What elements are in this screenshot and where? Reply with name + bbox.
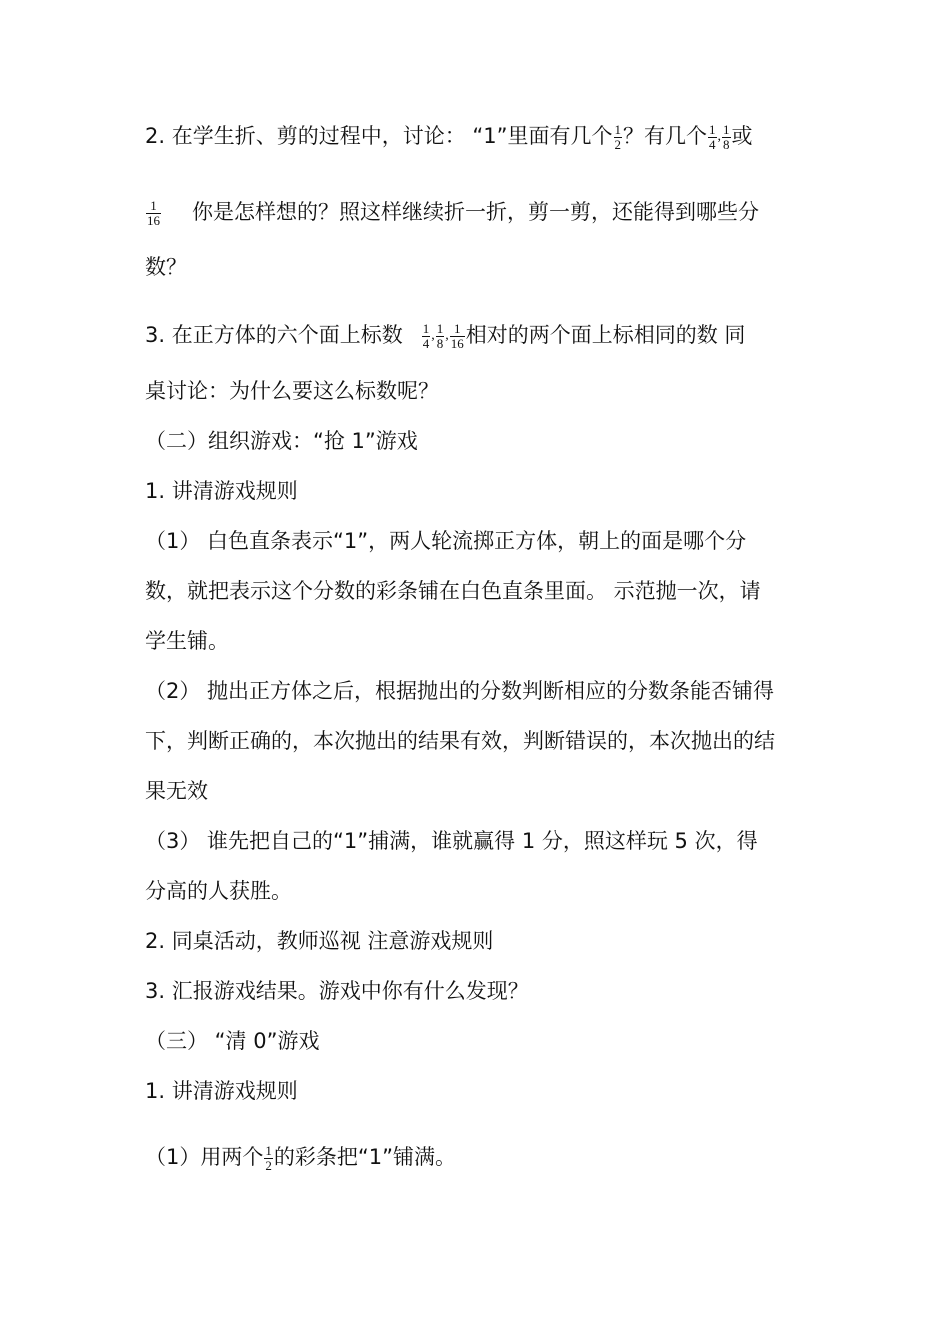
q3-text-b: 相对的两个面上标相同的数 同: [465, 323, 746, 347]
q2-line-3: [145, 252, 187, 282]
q2-text-c: 或: [731, 124, 753, 148]
rule-3-line-1: （3） 谁先把自己的“1”捕满，谁就赢得 1 分，照这样玩 5 次，得: [145, 829, 758, 853]
fraction-a: $\frac{1}{4}$: [422, 320, 430, 351]
last-text-a: （1）用两个: [145, 1145, 264, 1169]
rule-2-line-2: 下，判断正确的，本次抛出的结果有效，判断错误的，本次抛出的结: [145, 729, 775, 753]
q2-text-a: 2. 在学生折、剪的过程中，讨论： “1”里面有几个: [145, 124, 613, 148]
fraction-sixteenth: $\frac{1}{16}$: [147, 197, 160, 228]
rule-2-line-1: （2） 抛出正方体之后，根据抛出的分数判断相应的分数条能否铺得: [145, 679, 775, 703]
fraction-b: $\frac{1}{8}$: [436, 320, 444, 351]
last-rule-line: [145, 1142, 456, 1173]
q3-text-a: 3. 在正方体的六个面上标数: [145, 323, 403, 347]
rules-heading-2: 1. 讲清游戏规则: [145, 1079, 298, 1103]
fraction-quarter: $\frac{1}{4}$: [709, 121, 716, 152]
q2-line-2: [145, 197, 759, 228]
q2-text-b: ？有几个: [623, 124, 708, 148]
q2-text-e: 数？: [145, 255, 187, 279]
report-line: 3. 汇报游戏结果。游戏中你有什么发现？: [145, 979, 529, 1003]
q3-line-1: 3. 在正方体的六个面上标数 $\frac{1}{4}$ , $\frac{1}{8}$ , $\frac{1}{16}$ 相对的两个面上标相同的数 同: [145, 320, 746, 351]
rule-2-line-3: 果无效: [145, 779, 208, 803]
fraction-c: $\frac{1}{16}$: [450, 320, 464, 351]
activity-line: 2. 同桌活动，教师巡视 注意游戏规则: [145, 929, 494, 953]
q2-line-1: 2. 在学生折、剪的过程中，讨论： “1”里面有几个 $\frac{1}{2}$ ？有几个 $\frac{1}{4}$ , $\frac{1}{8}$ 或: [145, 121, 753, 152]
fraction-half-last: $\frac{1}{2}$: [265, 1142, 272, 1173]
rule-1-line-1: （1） 白色直条表示“1”，两人轮流掷正方体，朝上的面是哪个分: [145, 529, 747, 553]
rules-heading-1: 1. 讲清游戏规则: [145, 479, 298, 503]
rule-1-line-2: 数，就把表示这个分数的彩条铺在白色直条里面。 示范抛一次，请: [145, 579, 761, 603]
q2-text-d: 你是怎样想的？照这样继续折一折，剪一剪，还能得到哪些分: [192, 200, 759, 224]
fraction-half: $\frac{1}{2}$: [614, 121, 622, 152]
section-3-heading: （三） “清 0”游戏: [145, 1029, 320, 1053]
last-text-b: 的彩条把“1”铺满。: [273, 1145, 456, 1169]
rule-1-line-3: 学生铺。: [145, 629, 229, 653]
q3-text-c: 桌讨论：为什么要这么标数呢？: [145, 379, 439, 403]
fraction-eighth: $\frac{1}{8}$: [723, 121, 730, 152]
q3-line-2: [145, 376, 439, 406]
section-2-heading: （二）组织游戏：“抢 1”游戏: [145, 429, 418, 453]
rule-3-line-2: 分高的人获胜。: [145, 879, 292, 903]
